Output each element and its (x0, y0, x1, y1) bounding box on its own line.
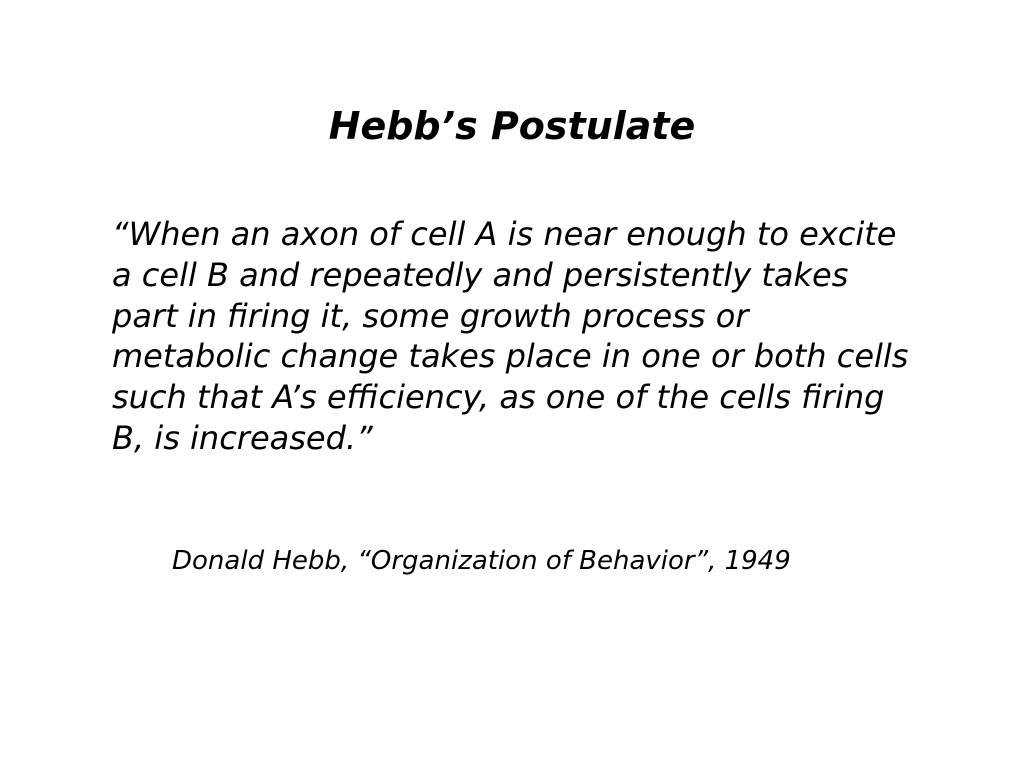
quote-line: part in firing it, some growth process or (112, 296, 749, 335)
quote-line: such that A’s efficiency, as one of the cells firing (112, 378, 885, 417)
quote-line: “When an axon of cell A is near enough to excite (112, 215, 897, 253)
quote-line: metabolic change takes place in one or both cells (112, 337, 909, 376)
quote-line: B, is increased.” (112, 418, 373, 457)
quote-line: a cell B and repeatedly and persistently takes (112, 255, 849, 294)
quote-attribution: Donald Hebb, “Organization of Behavior”, 1949 (172, 546, 791, 576)
slide-title: Hebb’s Postulate (328, 104, 696, 148)
hebb-quote (112, 214, 992, 459)
